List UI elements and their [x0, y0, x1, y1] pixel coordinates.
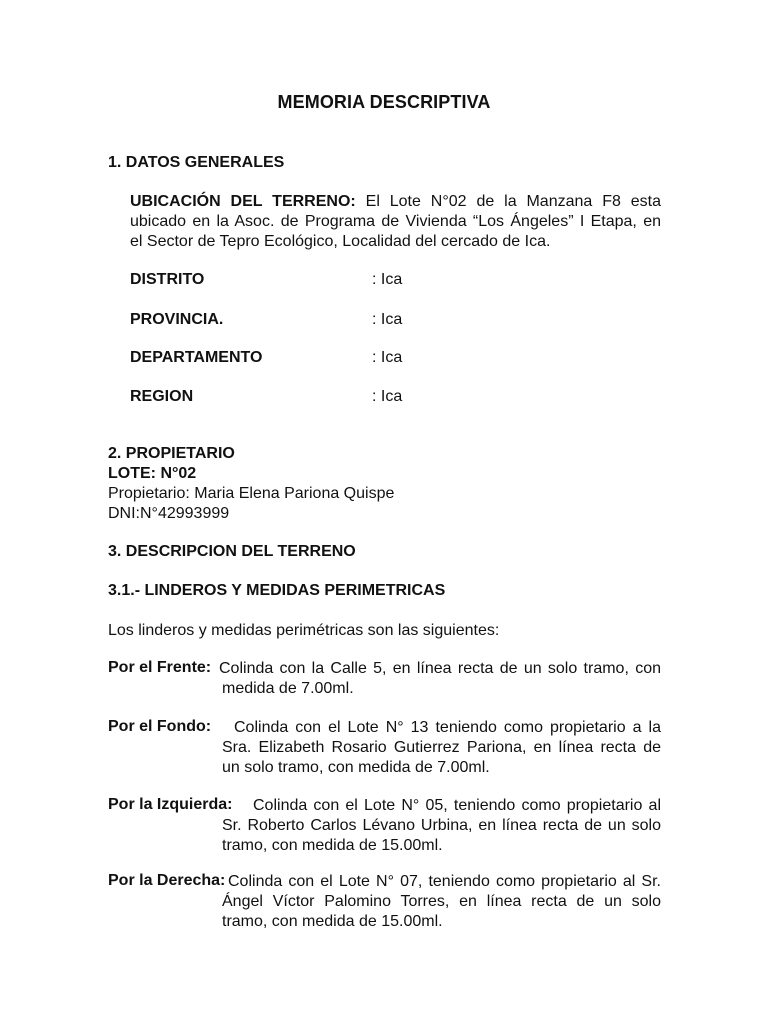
field-value-region: : Ica — [372, 388, 403, 405]
linderos-intro: Los linderos y medidas perimétricas son las siguientes: — [108, 622, 500, 639]
field-label-provincia: PROVINCIA. — [130, 311, 224, 328]
lindero-fondo-line: Colinda con el Lote N° 13 teniendo como propietario a la — [234, 719, 661, 736]
section3-heading: 3. DESCRIPCION DEL TERRENO — [108, 543, 356, 560]
lindero-label-frente: Por el Frente: — [108, 659, 212, 676]
field-value-provincia: : Ica — [372, 311, 403, 328]
field-label-distrito: DISTRITO — [130, 271, 205, 288]
section2-heading: 2. PROPIETARIO — [108, 445, 235, 462]
ubicacion-line-1 — [130, 192, 661, 212]
lindero-frente-line: medida de 7.00ml. — [222, 680, 354, 697]
lindero-izquierda-line: Sr. Roberto Carlos Lévano Urbina, en línea recta de un solo — [222, 817, 661, 834]
field-value-departamento: : Ica — [372, 349, 403, 366]
lindero-text-derecha — [222, 872, 661, 932]
lindero-frente-line: Colinda con la Calle 5, en línea recta de un solo tramo, con — [219, 660, 661, 677]
ubicacion-line-2: ubicado en la Asoc. de Programa de Vivienda “Los Ángeles” I Etapa, en — [130, 213, 661, 230]
field-label-region: REGION — [130, 388, 194, 405]
lote-label: LOTE: N°02 — [108, 465, 197, 482]
lindero-derecha-line: Ángel Víctor Palomino Torres, en línea recta de un solo — [222, 893, 661, 910]
section1-heading: 1. DATOS GENERALES — [108, 154, 285, 171]
ubicacion-text-1: El Lote N°02 de la Manzana F8 esta — [365, 193, 662, 210]
field-value-distrito: : Ica — [372, 271, 403, 288]
ubicacion-line-3: el Sector de Tepro Ecológico, Localidad del cercado de Ica. — [130, 233, 551, 250]
lindero-fondo-line: Sra. Elizabeth Rosario Gutierrez Pariona, en línea recta de — [222, 739, 661, 756]
dni-text: DNI:N°42993999 — [108, 505, 230, 522]
lindero-label-derecha: Por la Derecha: — [108, 872, 226, 889]
lindero-derecha-line: Colinda con el Lote N° 07, teniendo como propietario al Sr. — [228, 873, 661, 890]
lindero-izquierda-line: Colinda con el Lote N° 05, teniendo como propietario al — [253, 797, 661, 814]
lindero-text-izquierda — [222, 796, 661, 856]
lindero-izquierda-line: tramo, con medida de 15.00ml. — [222, 837, 443, 854]
section3-subheading: 3.1.- LINDEROS Y MEDIDAS PERIMETRICAS — [108, 582, 446, 599]
ubicacion-label: UBICACIÓN DEL TERRENO: — [130, 193, 356, 210]
lindero-fondo-line: un solo tramo, con medida de 7.00ml. — [222, 759, 490, 776]
lindero-text-fondo — [222, 718, 661, 778]
lindero-text-frente — [219, 659, 661, 699]
field-label-departamento: DEPARTAMENTO — [130, 349, 263, 366]
document-title: MEMORIA DESCRIPTIVA — [277, 92, 491, 112]
ubicacion-paragraph — [130, 192, 661, 252]
propietario-text: Propietario: Maria Elena Pariona Quispe — [108, 485, 395, 502]
lindero-derecha-line: tramo, con medida de 15.00ml. — [222, 913, 443, 930]
lindero-label-izquierda: Por la Izquierda: — [108, 796, 233, 813]
lindero-label-fondo: Por el Fondo: — [108, 718, 212, 735]
